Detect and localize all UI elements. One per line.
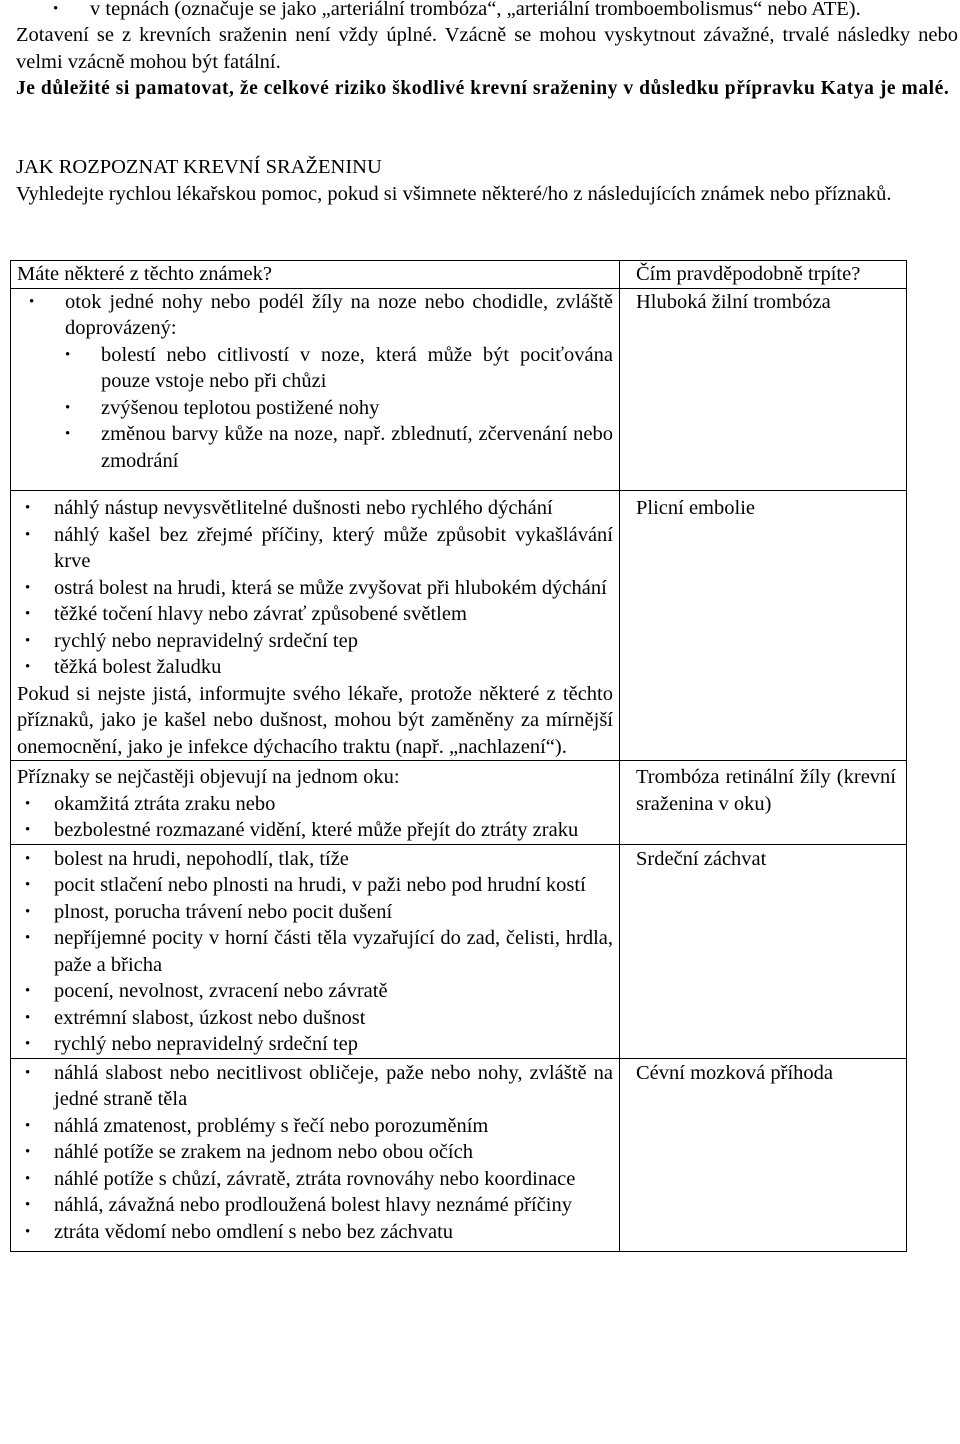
mi-diagnosis: Srdeční záchvat: [636, 847, 767, 870]
list-item: • náhlý kašel bez zřejmé příčiny, který může způsobit vykašlávání krve: [17, 522, 613, 575]
col1-header: Máte některé z těchto známek?: [17, 263, 272, 285]
list-item: • bezbolestné rozmazané vidění, které může přejít do ztráty zraku: [17, 817, 613, 844]
list-item: • náhlé potíže s chůzí, závratě, ztráta rovnováhy nebo koordinace: [17, 1166, 613, 1193]
dvt-diagnosis: Hluboká žilní trombóza: [636, 290, 831, 313]
list-item: • plnost, porucha trávení nebo pocit dušení: [17, 899, 613, 926]
table-row-dvt: [11, 288, 907, 491]
list-item: • rychlý nebo nepravidelný srdeční tep: [17, 628, 613, 655]
pe-note: Pokud si nejste jistá, informujte svého lékaře, protože některé z těchto příznaků, jako je kašel nebo dušnost, mohou být zaměněny za mírnější onemocnění, jako je infekce dýchacího traktu (např. „nachlazení“).: [17, 682, 613, 758]
section-lead: Vyhledejte rychlou lékařskou pomoc, pokud si všimnete některé/ho z následujících známek nebo příznaků.: [16, 183, 892, 205]
list-item: • zvýšenou teplotou postižené nohy: [53, 395, 613, 422]
symptoms-table: [10, 260, 907, 1252]
dvt-main: [17, 289, 613, 475]
intro-paragraph: Zotavení se z krevních sraženin není vždy úplné. Vzácně se mohou vyskytnout závažné, trvalé následky nebo velmi vzácně mohou být fatální.: [16, 24, 958, 73]
list-item: • extrémní slabost, úzkost nebo dušnost: [17, 1005, 613, 1032]
list-item: • bolest na hrudi, nepohodlí, tlak, tíže: [17, 846, 613, 873]
list-item: • pocení, nevolnost, zvracení nebo závratě: [17, 978, 613, 1005]
list-item: • ztráta vědomí nebo omdlení s nebo bez záchvatu: [17, 1219, 613, 1246]
rvt-intro: Příznaky se nejčastěji objevují na jednom oku:: [17, 766, 400, 788]
table-row-mi: [11, 844, 907, 1058]
bold-note: Je důležité si pamatovat, že celkové riziko škodlivé krevní sraženiny v důsledku přípravku Katya je malé.: [16, 78, 950, 99]
list-item: • nepříjemné pocity v horní části těla vyzařující do zad, čelisti, hrdla, paže a břicha: [17, 925, 613, 978]
list-item: • bolestí nebo citlivostí v noze, která může být pociťována pouze vstoje nebo při chůzi: [53, 342, 613, 395]
list-item: • okamžitá ztráta zraku nebo: [17, 791, 613, 818]
list-item: • pocit stlačení nebo plnosti na hrudi, v paži nebo pod hrudní kostí: [17, 872, 613, 899]
section-heading: JAK ROZPOZNAT KREVNÍ SRAŽENINU: [16, 156, 382, 178]
table-row-pe: [11, 491, 907, 761]
list-item: • náhlá zmatenost, problémy s řečí nebo porozuměním: [17, 1113, 613, 1140]
list-item: • náhlá, závažná nebo prodloužená bolest hlavy neznámé příčiny: [17, 1192, 613, 1219]
list-item: • ostrá bolest na hrudi, která se může zvyšovat při hlubokém dýchání: [17, 575, 613, 602]
list-item: • náhlý nástup nevysvětlitelné dušnosti nebo rychlého dýchání: [17, 495, 613, 522]
list-item: • náhlé potíže se zrakem na jednom nebo obou očích: [17, 1139, 613, 1166]
intro-bullet: [16, 0, 960, 23]
table-header-row: [11, 261, 907, 289]
pe-diagnosis: Plicní embolie: [636, 497, 755, 519]
list-item: • těžké točení hlavy nebo závrať způsobené světlem: [17, 601, 613, 628]
table-row-stroke: [11, 1058, 907, 1252]
rvt-diagnosis: Trombóza retinální žíly (krevní sraženina v oku): [636, 766, 896, 815]
dvt-main-text: otok jedné nohy nebo podél žíly na noze nebo chodidle, zvláště doprovázený:: [65, 290, 613, 339]
col2-header: Čím pravděpodobně trpíte?: [636, 263, 861, 285]
list-item: • změnou barvy kůže na noze, např. zblednutí, zčervenání nebo zmodrání: [53, 421, 613, 474]
table-row-rvt: [11, 761, 907, 845]
intro-bullet-text: v tepnách (označuje se jako „arteriální trombóza“, „arteriální tromboembolismus“ nebo ATE).: [90, 0, 861, 20]
list-item: • náhlá slabost nebo necitlivost obličeje, paže nebo nohy, zvláště na jedné straně těla: [17, 1060, 613, 1113]
list-item: • rychlý nebo nepravidelný srdeční tep: [17, 1031, 613, 1058]
list-item: • těžká bolest žaludku: [17, 654, 613, 681]
stroke-diagnosis: Cévní mozková příhoda: [636, 1061, 833, 1084]
